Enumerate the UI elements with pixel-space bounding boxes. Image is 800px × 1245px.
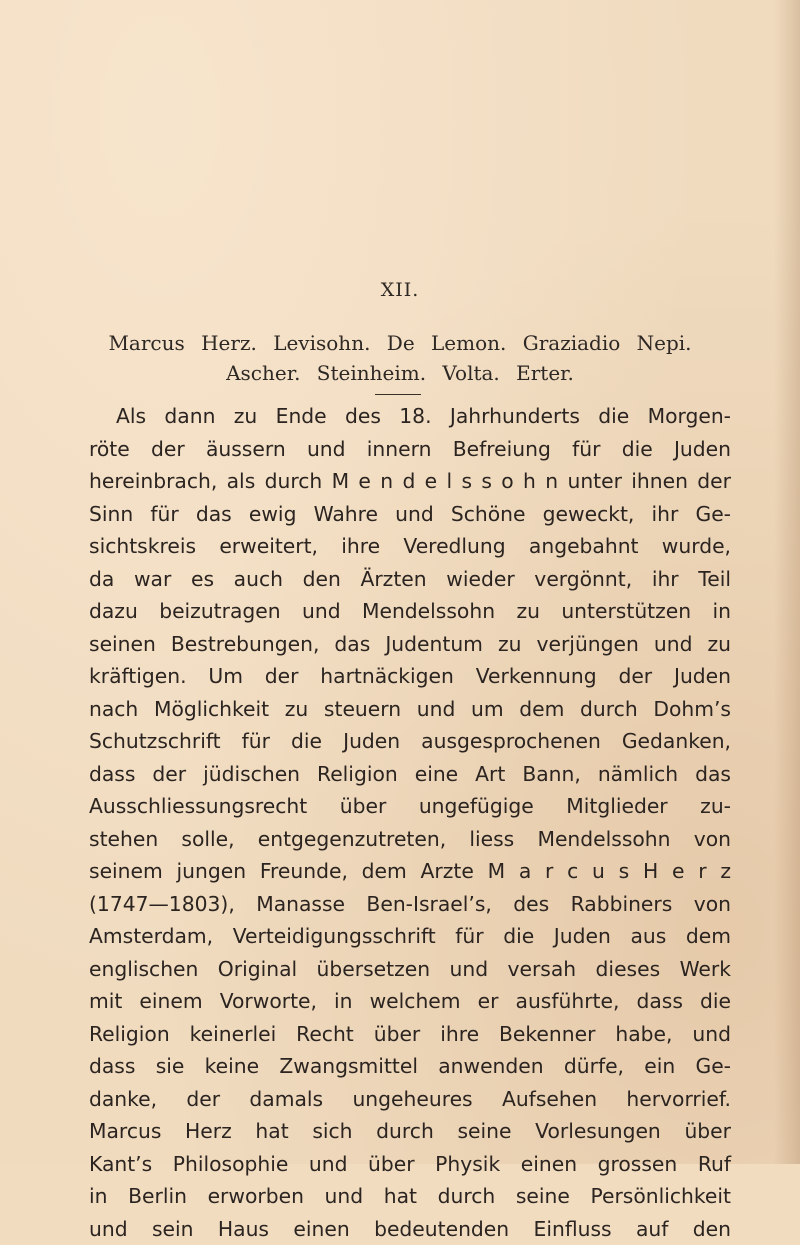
text-line: Religion keinerlei Recht über ihre Bekenner habe, und: [89, 1018, 731, 1051]
text-line: Sinn für das ewig Wahre und Schöne geweckt, ihr Ge-: [89, 498, 731, 531]
chapter-title-line-1: Marcus Herz. Levisohn. De Lemon. Graziadio Nepi.: [0, 331, 800, 355]
chapter-number: XII.: [0, 279, 800, 301]
text-line: dass sie keine Zwangsmittel anwenden dürfe, ein Ge-: [89, 1050, 731, 1083]
text-line: da war es auch den Ärzten wieder vergönnt, ihr Teil: [89, 563, 731, 596]
text-line: in Berlin erworben und hat durch seine Persönlichkeit: [89, 1180, 731, 1213]
text-line: dazu beizutragen und Mendelssohn zu unterstützen in: [89, 595, 731, 628]
text-line: danke, der damals ungeheures Aufsehen hervorrief.: [89, 1083, 731, 1116]
text-line: mit einem Vorworte, in welchem er ausführte, dass die: [89, 985, 731, 1018]
text-line: Schutzschrift für die Juden ausgesprochenen Gedanken,: [89, 725, 731, 758]
text-line: englischen Original übersetzen und versah dieses Werk: [89, 953, 731, 986]
text-line: Amsterdam, Verteidigungsschrift für die Juden aus dem: [89, 920, 731, 953]
text-line: seinen Bestrebungen, das Judentum zu verjüngen und zu: [89, 628, 731, 661]
text-line: Als dann zu Ende des 18. Jahrhunderts die Morgen-: [89, 400, 731, 433]
text-line: stehen solle, entgegenzutreten, liess Mendelssohn von: [89, 823, 731, 856]
chapter-title-line-2: Ascher. Steinheim. Volta. Erter.: [0, 361, 800, 385]
text-line: nach Möglichkeit zu steuern und um dem durch Dohm’s: [89, 693, 731, 726]
body-paragraph: [89, 400, 731, 1245]
text-line: dass der jüdischen Religion eine Art Bann, nämlich das: [89, 758, 731, 791]
text-line: Ausschliessungsrecht über ungefügige Mitglieder zu-: [89, 790, 731, 823]
page-edge-shadow: [774, 0, 800, 1164]
text-line: kräftigen. Um der hartnäckigen Verkennung der Juden: [89, 660, 731, 693]
text-line: (1747—1803), Manasse Ben-Israel’s, des Rabbiners von: [89, 888, 731, 921]
text-line: sichtskreis erweitert, ihre Veredlung angebahnt wurde,: [89, 530, 731, 563]
chapter-divider-rule: [375, 394, 421, 395]
text-line: und sein Haus einen bedeutenden Einfluss auf den: [89, 1213, 731, 1245]
text-line: röte der äussern und innern Befreiung für die Juden: [89, 433, 731, 466]
text-line: Marcus Herz hat sich durch seine Vorlesungen über: [89, 1115, 731, 1148]
text-line: seinem jungen Freunde, dem Arzte M a r c u s H e r z: [89, 855, 731, 888]
text-line: hereinbrach, als durch M e n d e l s s o h n unter ihnen der: [89, 465, 731, 498]
text-line: Kant’s Philosophie und über Physik einen grossen Ruf: [89, 1148, 731, 1181]
